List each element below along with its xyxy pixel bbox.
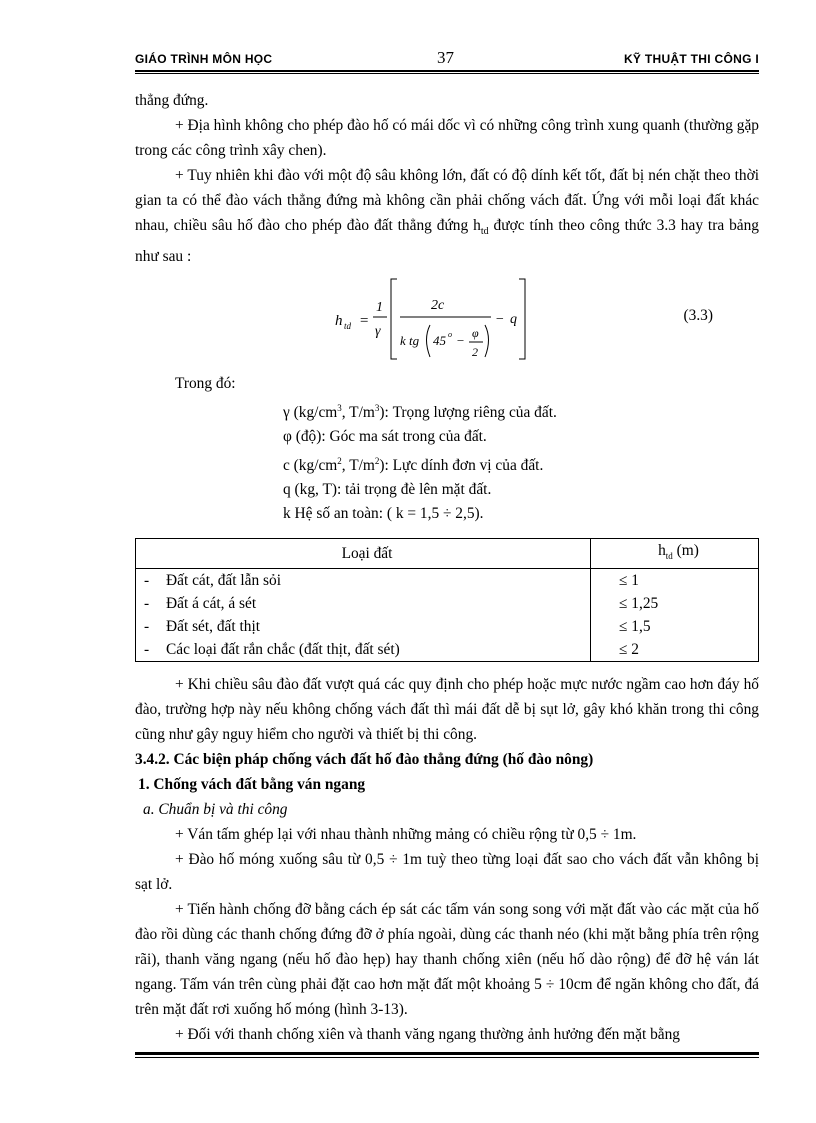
footer-rule xyxy=(135,1052,759,1055)
paragraph-bracing: + Tiến hành chống đỡ bằng cách ép sát các tấm ván song song với mặt đất vào các mặt của hố đào rồi dùng các thanh chống đứng đỡ ở phía ngoài, dùng các thanh néo (khi mặt bằng phía trên rộng rãi), thanh văng ngang (nếu hố đào hẹp) hay thanh chống xiên (nếu hố dào rộng) để đỡ hệ ván lát ngang. Tấm ván trên cùng phải đặt cao hơn mặt đất một khoảng 5 ÷ 10cm để ngăn không cho đất, đá trên mặt đất rơi xuống hố móng (hình 3-13). xyxy=(135,901,759,1019)
sup: 2 xyxy=(374,456,380,467)
paren-left xyxy=(427,325,431,357)
formula-equals: = xyxy=(359,313,370,330)
table-cell-soil: - Các loại đất rắn chắc (đất thịt, đất sét) xyxy=(136,638,591,662)
sup: 2 xyxy=(337,456,342,467)
soil-name: Đất á cát, á sét xyxy=(166,595,257,613)
subsection-heading-a: a. Chuẩn bị và thi công xyxy=(143,801,288,819)
where-text: φ (độ): Góc ma sát trong của đất. xyxy=(283,428,487,446)
formula-lhs-sub: td xyxy=(344,321,352,332)
formula-k-tg: k tg xyxy=(400,333,420,349)
page-header xyxy=(135,48,759,70)
formula-45: 45 xyxy=(433,333,446,349)
where-text: c (kg/cm xyxy=(283,457,338,475)
soil-name: Đất sét, đất thịt xyxy=(166,618,261,636)
table-header-row xyxy=(136,539,759,569)
formula-q: q xyxy=(510,312,517,328)
bracket-left xyxy=(391,279,397,359)
table-row xyxy=(136,569,759,593)
where-text: , T/m xyxy=(341,457,375,475)
where-item xyxy=(283,425,759,449)
subsection-heading-1: 1. Chống vách đất bằng ván ngang xyxy=(138,776,366,794)
where-text: γ (kg/cm xyxy=(283,404,338,422)
paragraph-groundwater: + Khi chiều sâu đào đất vượt quá các quy định cho phép hoặc mực nước ngầm cao hơn đáy hố đào, trường hợp này nếu không chống vách đất thì mái đất dễ bị sụt lở, gây khó khăn trong thi công cũng như gây nguy hiểm cho người và thiết bị thi công. xyxy=(135,676,759,744)
footer-rule-thin xyxy=(135,1057,759,1058)
paragraph-terrain: + Địa hình không cho phép đào hố có mái dốc vì có những công trình xung quanh (thường gặp trong các công trình xây chen). xyxy=(135,117,759,159)
formula-lhs: h xyxy=(335,313,343,330)
soil-name: Đất cát, đất lẫn sỏi xyxy=(166,572,281,590)
header-course-title: GIÁO TRÌNH MÔN HỌC xyxy=(135,52,273,66)
header-rule xyxy=(135,70,759,72)
paren-right xyxy=(485,325,489,357)
paragraph-struts: + Đối với thanh chống xiên và thanh văng ngang thường ảnh hưởng đến mặt bằng xyxy=(175,1026,680,1044)
formula-two: 2 xyxy=(472,345,478,360)
table-cell-soil: - Đất cát, đất lẫn sỏi xyxy=(136,569,591,593)
where-item xyxy=(283,396,759,425)
page-number: 37 xyxy=(437,48,454,67)
table-row xyxy=(136,638,759,662)
table-cell-depth: ≤ 1 xyxy=(591,569,759,593)
where-text: , T/m xyxy=(341,404,375,422)
where-item xyxy=(283,502,759,526)
soil-name: Các loại đất rắn chắc (đất thịt, đất sét) xyxy=(166,641,400,659)
soil-depth-table xyxy=(135,538,759,662)
paragraph-planks: + Ván tấm ghép lại với nhau thành những mảng có chiều rộng từ 0,5 ÷ 1m. xyxy=(175,826,637,844)
header-unit: (m) xyxy=(672,542,699,560)
table-header-depth xyxy=(591,539,759,569)
formula-graphic xyxy=(335,273,555,369)
formula-gamma: γ xyxy=(375,324,381,340)
paragraph-text: + Tuy nhiên khi đào với một độ sâu không lớn, đất có độ dính kết tốt, đất bị nén chặt theo thời gian ta có thể đào vách thẳng đứng mà không cần phải chống vách đất. Ứng với mỗi loại đất khác nhau, chiều sâu hố đào cho phép đào đất thẳng đứng h xyxy=(135,167,759,234)
formula-minus-inner: − xyxy=(456,333,465,349)
formula-minus: − xyxy=(495,312,505,328)
where-text: q (kg, T): tải trọng đè lên mặt đất. xyxy=(283,481,492,499)
formula-numerator: 2c xyxy=(431,298,445,314)
paragraph-text-end: được tính theo công thức 3.3 hay tra bảng như sau : xyxy=(135,217,760,266)
where-item xyxy=(283,478,759,502)
formula-degree: o xyxy=(448,330,452,340)
where-text: ): Lực dính đơn vị của đất. xyxy=(379,457,544,475)
table-cell-depth: ≤ 1,25 xyxy=(591,592,759,615)
where-text: ): Trọng lượng riêng của đất. xyxy=(379,404,557,422)
paragraph-continuation: thẳng đứng. xyxy=(135,92,209,109)
formula-3-3 xyxy=(135,273,759,369)
header-subject-title: KỸ THUẬT THI CÔNG I xyxy=(623,52,759,66)
where-title: Trong đó: xyxy=(175,375,236,393)
header-rule-thin xyxy=(135,73,759,74)
sup: 3 xyxy=(337,403,342,414)
formula-label: (3.3) xyxy=(683,307,713,325)
table-header-soil: Loại đất xyxy=(136,539,591,569)
table-cell-depth: ≤ 1,5 xyxy=(591,615,759,638)
header-h: h xyxy=(658,542,666,560)
table-cell-depth: ≤ 2 xyxy=(591,638,759,662)
where-text: k Hệ số an toàn: ( k = 1,5 ÷ 2,5). xyxy=(283,505,484,523)
bracket-right xyxy=(519,279,525,359)
page-content xyxy=(135,88,759,1047)
where-list xyxy=(283,396,759,526)
table-row xyxy=(136,592,759,615)
paragraph-vertical-excavation xyxy=(135,163,759,269)
sup: 3 xyxy=(374,403,380,414)
header-h-sub: td xyxy=(665,551,673,562)
subscript: td xyxy=(480,226,489,238)
section-heading-3-4-2: 3.4.2. Các biện pháp chống vách đất hố đào thẳng đứng (hố đào nông) xyxy=(135,751,594,769)
table-cell-soil: - Đất á cát, á sét xyxy=(136,592,591,615)
paragraph-dig-depth: + Đào hố móng xuống sâu từ 0,5 ÷ 1m tuỳ theo từng loại đất sao cho vách đất vẫn không bị sạt lở. xyxy=(135,851,759,894)
table-row xyxy=(136,615,759,638)
table-cell-soil: - Đất sét, đất thịt xyxy=(136,615,591,638)
where-item xyxy=(283,449,759,478)
formula-one: 1 xyxy=(376,300,383,316)
formula-phi: φ xyxy=(472,326,479,341)
